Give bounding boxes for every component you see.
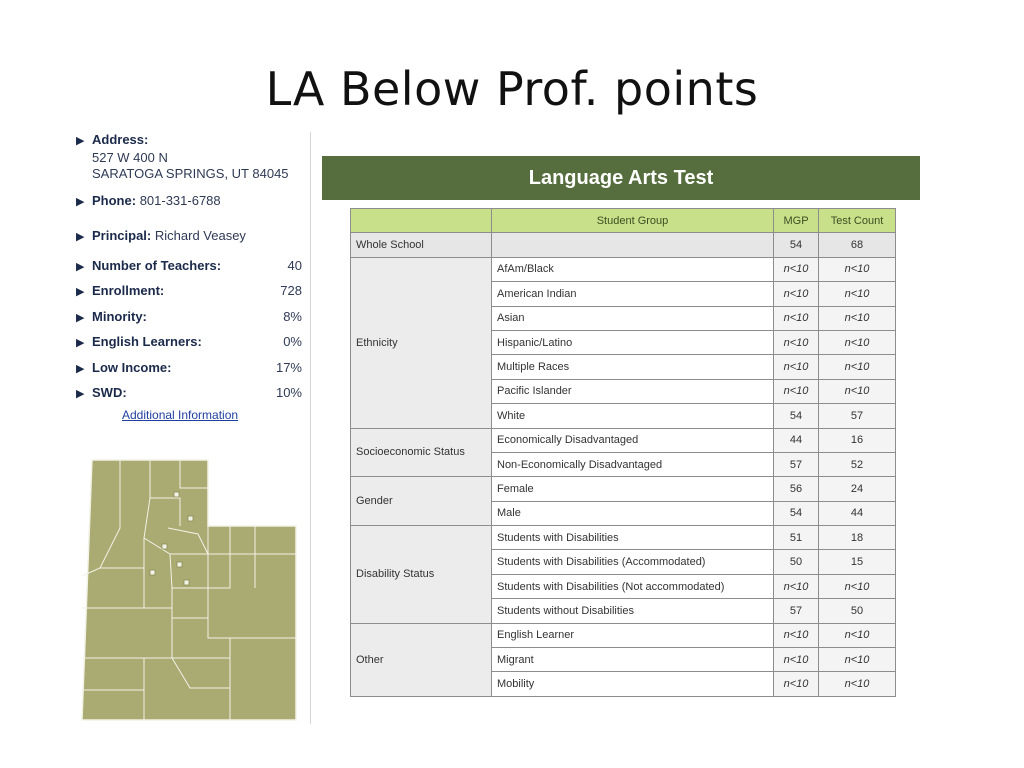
mgp-cell: n<10	[774, 648, 819, 672]
stat-value: 728	[280, 283, 302, 298]
subgroup-cell: AfAm/Black	[492, 257, 774, 281]
count-cell: 18	[819, 526, 896, 550]
mgp-cell: n<10	[774, 623, 819, 647]
count-cell: n<10	[819, 623, 896, 647]
stat-value: 0%	[283, 334, 302, 349]
subgroup-cell: Pacific Islander	[492, 379, 774, 403]
utah-map	[80, 458, 300, 722]
count-cell: 50	[819, 599, 896, 623]
bullet-arrow-icon: ▶	[76, 363, 85, 375]
group-cell-gender: Gender	[351, 477, 492, 526]
stat-row-minority	[76, 309, 302, 324]
subgroup-cell: Male	[492, 501, 774, 525]
stat-value: 17%	[275, 360, 302, 375]
header-cell-mgp: MGP	[774, 209, 819, 233]
address-line-1: 527 W 400 N	[92, 150, 168, 165]
bullet-arrow-icon: ▶	[76, 135, 85, 147]
count-cell: n<10	[819, 648, 896, 672]
address-row	[76, 132, 302, 147]
table-header-row	[351, 209, 896, 233]
mgp-cell: 50	[774, 550, 819, 574]
subgroup-cell: Multiple Races	[492, 355, 774, 379]
mgp-cell: n<10	[774, 672, 819, 696]
table-row	[351, 477, 896, 501]
subgroup-cell: Students with Disabilities	[492, 526, 774, 550]
mgp-cell: n<10	[774, 574, 819, 598]
mgp-cell: 44	[774, 428, 819, 452]
stat-row-low-income	[76, 360, 302, 375]
subgroup-cell: Students with Disabilities (Not accommodated)	[492, 574, 774, 598]
subgroup-cell: Hispanic/Latino	[492, 330, 774, 354]
stat-row-enrollment	[76, 283, 302, 298]
mgp-cell: n<10	[774, 257, 819, 281]
count-cell: n<10	[819, 574, 896, 598]
count-cell: 52	[819, 452, 896, 476]
bullet-arrow-icon: ▶	[76, 337, 85, 349]
count-cell: 24	[819, 477, 896, 501]
mgp-cell: n<10	[774, 282, 819, 306]
mgp-cell: 54	[774, 233, 819, 257]
stat-value: 40	[287, 258, 302, 273]
count-cell: n<10	[819, 330, 896, 354]
subgroup-cell: Students with Disabilities (Accommodated)	[492, 550, 774, 574]
table-row	[351, 233, 896, 257]
mgp-cell: 57	[774, 599, 819, 623]
stat-label: Low Income:	[92, 360, 172, 375]
stat-label: Enrollment:	[92, 283, 165, 298]
mgp-cell: n<10	[774, 306, 819, 330]
stat-row-swd	[76, 385, 302, 400]
stat-row-teachers	[76, 258, 302, 273]
mgp-cell: 56	[774, 477, 819, 501]
subgroup-cell: Mobility	[492, 672, 774, 696]
mgp-cell: 54	[774, 501, 819, 525]
subgroup-cell: Migrant	[492, 648, 774, 672]
count-cell: n<10	[819, 672, 896, 696]
phone-label: Phone:	[92, 193, 137, 208]
count-cell: n<10	[819, 306, 896, 330]
slide-title: LA Below Prof. points	[265, 62, 759, 116]
mgp-cell: n<10	[774, 379, 819, 403]
subgroup-cell: Non-Economically Disadvantaged	[492, 452, 774, 476]
bullet-arrow-icon: ▶	[76, 286, 85, 298]
mgp-cell: 57	[774, 452, 819, 476]
count-cell: 68	[819, 233, 896, 257]
bullet-arrow-icon: ▶	[76, 312, 85, 324]
group-cell-other: Other	[351, 623, 492, 696]
subgroup-cell: Students without Disabilities	[492, 599, 774, 623]
subgroup-cell: White	[492, 404, 774, 428]
bullet-arrow-icon: ▶	[76, 261, 85, 273]
language-arts-test-header: Language Arts Test	[322, 156, 920, 200]
subgroup-cell: American Indian	[492, 282, 774, 306]
mgp-cell: 51	[774, 526, 819, 550]
whole-school-label: Whole School	[351, 233, 492, 257]
bullet-arrow-icon: ▶	[76, 388, 85, 400]
table-row	[351, 526, 896, 550]
utah-state-shape	[82, 460, 296, 720]
principal-label: Principal:	[92, 228, 152, 243]
address-label: Address:	[92, 132, 149, 147]
mgp-table	[350, 208, 896, 697]
count-cell: 15	[819, 550, 896, 574]
stat-value: 10%	[275, 385, 302, 400]
group-cell-socioeconomic: Socioeconomic Status	[351, 428, 492, 477]
group-cell-disability: Disability Status	[351, 526, 492, 624]
subgroup-cell: Asian	[492, 306, 774, 330]
stat-value: 8%	[283, 309, 302, 324]
stat-label: SWD:	[92, 385, 127, 400]
mgp-cell: n<10	[774, 355, 819, 379]
stat-label: Minority:	[92, 309, 147, 324]
phone-row	[76, 193, 302, 208]
header-cell-group	[351, 209, 492, 233]
count-cell: 44	[819, 501, 896, 525]
count-cell: n<10	[819, 355, 896, 379]
group-cell-ethnicity: Ethnicity	[351, 257, 492, 428]
table-row	[351, 428, 896, 452]
count-cell: n<10	[819, 257, 896, 281]
whole-school-empty-cell	[492, 233, 774, 257]
principal-row	[76, 228, 302, 243]
mgp-cell: n<10	[774, 330, 819, 354]
bullet-arrow-icon: ▶	[76, 231, 85, 243]
school-info-panel	[76, 132, 311, 724]
phone-value: 801-331-6788	[139, 193, 221, 208]
header-cell-test-count: Test Count	[819, 209, 896, 233]
count-cell: 57	[819, 404, 896, 428]
stat-row-english-learners	[76, 334, 302, 349]
table-row	[351, 623, 896, 647]
subgroup-cell: English Learner	[492, 623, 774, 647]
subgroup-cell: Economically Disadvantaged	[492, 428, 774, 452]
additional-information-link[interactable]: Additional Information	[122, 408, 239, 422]
count-cell: n<10	[819, 282, 896, 306]
subgroup-cell: Female	[492, 477, 774, 501]
principal-value: Richard Veasey	[154, 228, 246, 243]
header-cell-student-group: Student Group	[492, 209, 774, 233]
table-row	[351, 257, 896, 281]
address-line-2: SARATOGA SPRINGS, UT 84045	[92, 166, 289, 181]
stat-label: Number of Teachers:	[92, 258, 222, 273]
stat-label: English Learners:	[92, 334, 202, 349]
count-cell: n<10	[819, 379, 896, 403]
mgp-cell: 54	[774, 404, 819, 428]
count-cell: 16	[819, 428, 896, 452]
bullet-arrow-icon: ▶	[76, 196, 85, 208]
